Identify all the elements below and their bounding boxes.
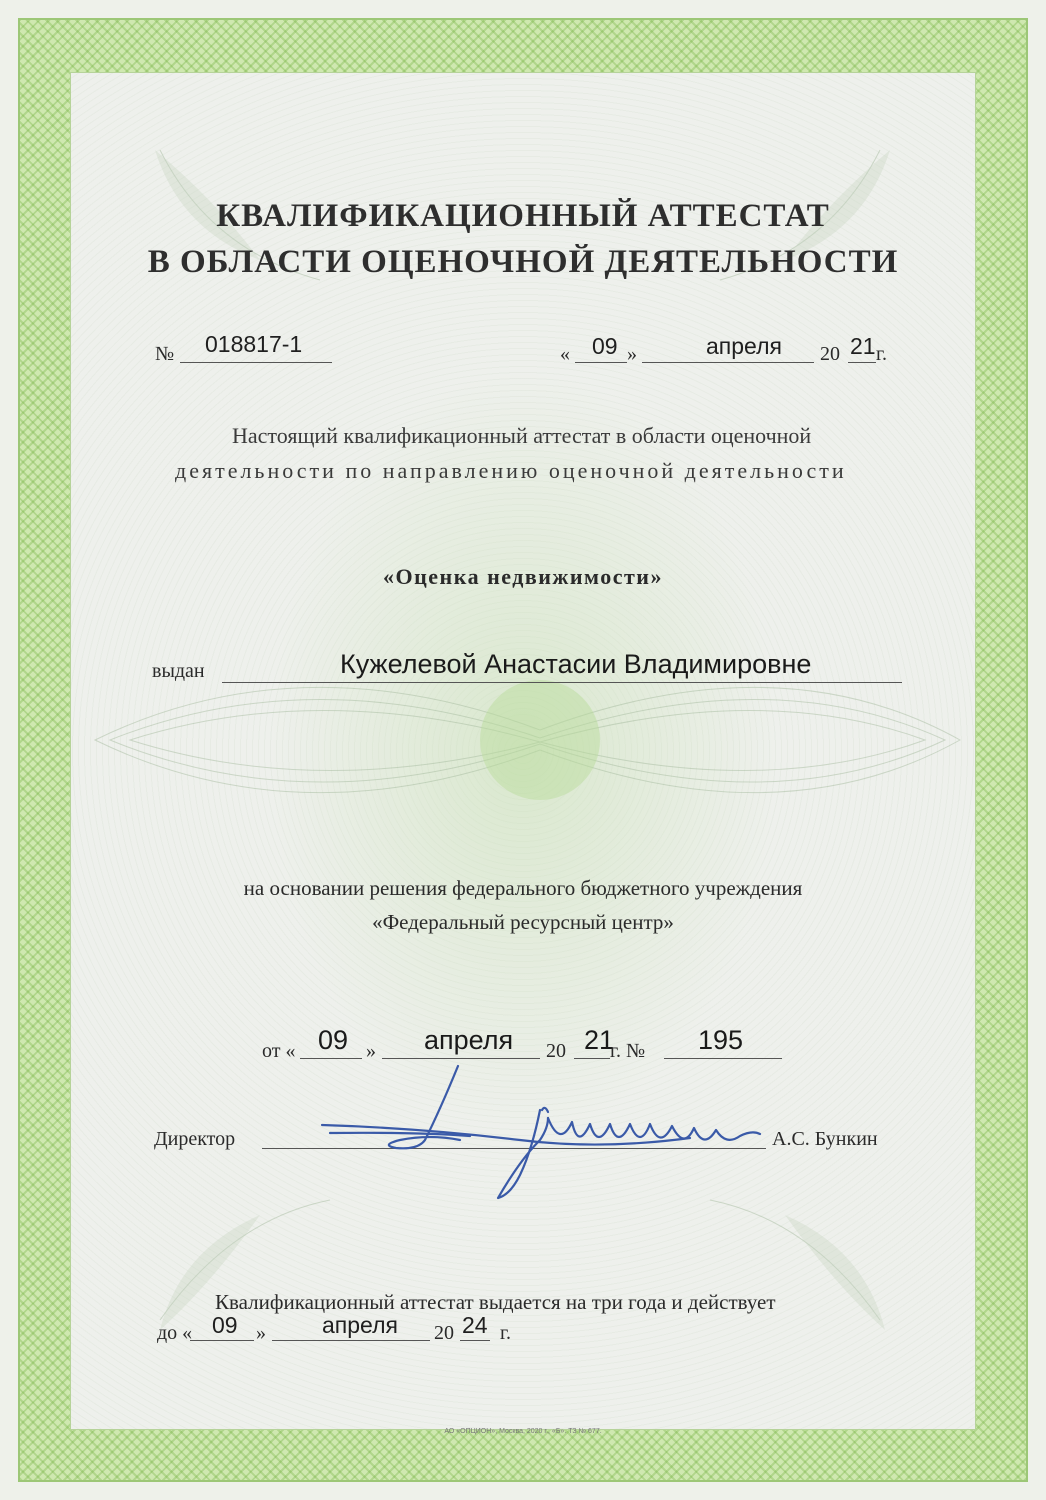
basis-line-1: на основании решения федерального бюджетного учреждения: [243, 876, 803, 900]
body-line-1: Настоящий квалификационный аттестат в области оценочной: [232, 423, 812, 448]
decision-quote-close: »: [366, 1040, 376, 1062]
validity-month: апреля: [322, 1312, 398, 1338]
validity-day-underline: [190, 1340, 254, 1341]
body-line-2: деятельности по направлению оценочной деятельности: [175, 458, 847, 483]
title-line-1: КВАЛИФИКАЦИОННЫЙ АТТЕСТАТ: [216, 198, 830, 234]
validity-year-underline: [460, 1340, 490, 1341]
printer-imprint: АО «ОПЦИОН», Москва, 2020 г., «Б». ТЗ № 677.: [444, 1428, 602, 1435]
decision-month: апреля: [424, 1025, 514, 1055]
signatory-name: А.С. Бункин: [772, 1128, 878, 1150]
decision-number-label: г. №: [610, 1040, 646, 1062]
basis-line-2: «Федеральный ресурсный центр»: [372, 910, 674, 934]
validity-line-1: Квалификационный аттестат выдается на три года и действует: [215, 1290, 776, 1314]
validity-until-label: до «: [157, 1322, 193, 1344]
decision-day: 09: [318, 1025, 349, 1055]
issue-month: апреля: [706, 333, 782, 359]
issue-day: 09: [592, 333, 618, 359]
decision-from-label: от «: [262, 1040, 296, 1062]
issue-year-suffix: 21: [850, 333, 876, 359]
validity-quote-close: »: [256, 1322, 266, 1344]
year-prefix: 20: [820, 343, 840, 365]
validity-year-unit: г.: [500, 1322, 511, 1344]
certificate-number: 018817-1: [205, 331, 303, 357]
date-quote-close: »: [627, 343, 637, 365]
decision-number: 195: [698, 1025, 744, 1055]
issued-label: выдан: [152, 660, 205, 682]
direction-title: «Оценка недвижимости»: [383, 564, 663, 589]
signatory-role: Директор: [154, 1128, 236, 1150]
holder-name: Кужелевой Анастасии Владимировне: [340, 649, 812, 679]
decision-year-suffix: 21: [584, 1025, 615, 1055]
number-label: №: [155, 343, 175, 365]
date-quote-open: «: [560, 343, 570, 365]
validity-day: 09: [212, 1312, 238, 1338]
validity-year-prefix: 20: [434, 1322, 454, 1344]
title-line-2: В ОБЛАСТИ ОЦЕНОЧНОЙ ДЕЯТЕЛЬНОСТИ: [147, 244, 899, 280]
validity-year-suffix: 24: [462, 1312, 488, 1338]
decision-year-prefix: 20: [546, 1040, 566, 1062]
year-unit: г.: [876, 343, 887, 365]
validity-month-underline: [272, 1340, 430, 1341]
